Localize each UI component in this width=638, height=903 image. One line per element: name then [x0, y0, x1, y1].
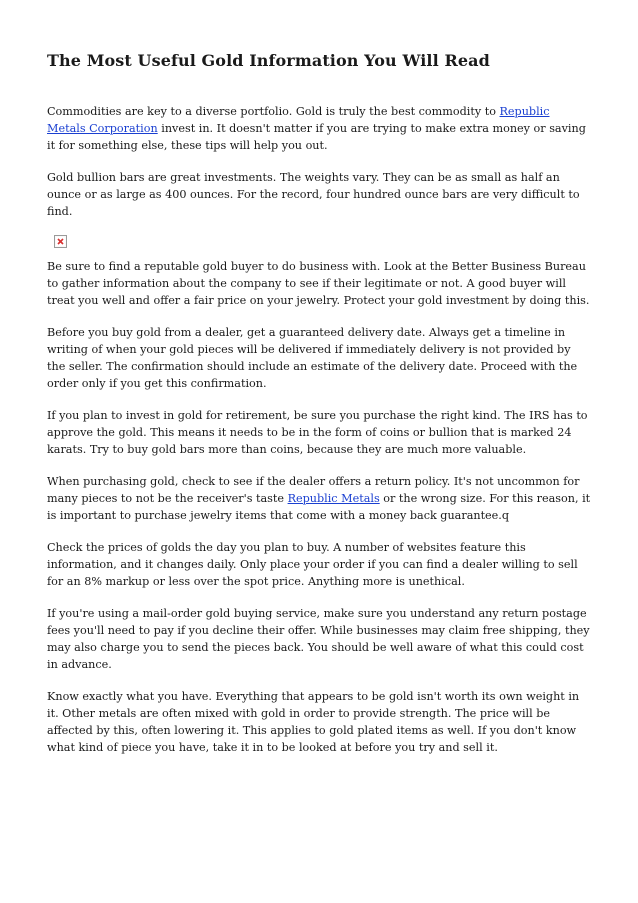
- broken-image-icon: [54, 235, 67, 248]
- paragraph-return-policy-text-end: or the wrong size. For this reason, it is important to purchase jewelry items that come with a money back guarantee.q: [47, 492, 591, 522]
- paragraph-bullion-bars: Gold bullion bars are great investments. The weights vary. They can be as small as half an ounce or as large as 400 ounces. For the record, four hundred ounce bars are very difficult to find.: [47, 171, 580, 218]
- paragraph-know-what-you-have: Know exactly what you have. Everything that appears to be gold isn't worth its own weight in it. Other metals are often mixed with gold in order to provide strength. The price will be affected by this, often lowering it. This applies to gold plated items as well. If you don't know what kind of piece you have, take it in to be looked at before you try and sell it.: [47, 690, 580, 754]
- paragraph-intro-text-end: invest in. It doesn't matter if you are trying to make extra money or saving it for something else, these tips will help you out.: [47, 122, 586, 152]
- paragraph-intro: [47, 103, 591, 154]
- paragraph-mail-order: If you're using a mail-order gold buying service, make sure you understand any return postage fees you'll need to pay if you decline their offer. While businesses may claim free shipping, they may also charge you to send the pieces back. You should be well aware of what this could cost in advance.: [47, 607, 590, 671]
- paragraph-return-policy-text-start: When purchasing gold, check to see if the dealer offers a return policy. It's not uncommon for many pieces to not be the receiver's taste: [47, 475, 580, 505]
- paragraph-delivery-date: Before you buy gold from a dealer, get a guaranteed delivery date. Always get a timeline in writing of when your gold pieces will be delivered if immediately delivery is not provided by the seller. The confirmation should include an estimate of the delivery date. Proceed with the order only if you get this confirmation.: [47, 326, 578, 390]
- paragraph-reputable-buyer: Be sure to find a reputable gold buyer to do business with. Look at the Better Business Bureau to gather information about the company to see if their legitimate or not. A good buyer will treat you well and offer a fair price on your jewelry. Protect your gold investment by doing this.: [47, 260, 590, 307]
- republic-metals-corporation-link[interactable]: Republic Metals Corporation: [47, 105, 550, 135]
- republic-metals-link[interactable]: Republic Metals: [287, 492, 380, 505]
- paragraph-check-prices: Check the prices of golds the day you plan to buy. A number of websites feature this information, and it changes daily. Only place your order if you can find a dealer willing to sell for an 8% markup or less over the spot price. Anything more is unethical.: [47, 541, 578, 588]
- page-title: The Most Useful Gold Information You Will Read: [47, 51, 490, 70]
- paragraph-return-policy: [47, 473, 591, 524]
- paragraph-intro-text-start: Commodities are key to a diverse portfolio. Gold is truly the best commodity to: [47, 105, 500, 118]
- paragraph-retirement: If you plan to invest in gold for retirement, be sure you purchase the right kind. The IRS has to approve the gold. This means it needs to be in the form of coins or bullion that is marked 24 karats. Try to buy gold bars more than coins, because they are much more valuable.: [47, 409, 588, 456]
